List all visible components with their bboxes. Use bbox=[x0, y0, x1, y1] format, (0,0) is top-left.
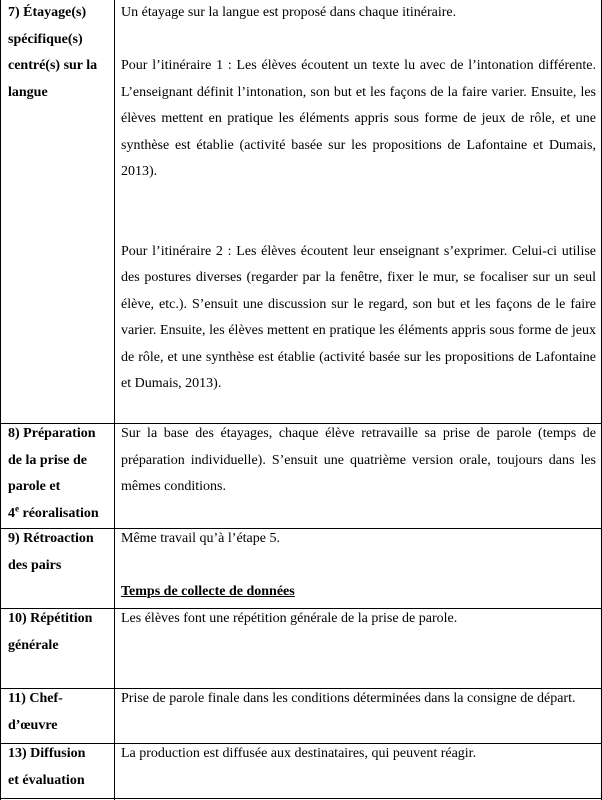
table-border-left bbox=[0, 0, 1, 800]
row-label-line bbox=[8, 606, 112, 633]
row-number: 9) bbox=[8, 531, 20, 546]
itinerary-2-paragraph: Pour l’itinéraire 2 : Les élèves écoutent leur enseignant s’exprimer. Celui-ci utilise des postures diverses (regarder par la fenêtre, fixer le mur, se focaliser sur un seul élève, etc.). S’ensuit une discussion sur le regard, son but et les façons de le faire varier. Ensuite, les élèves mettent en pratique les éléments appris sous forme de jeux de rôle, et une synthèse est établie (activité basée sur les propositions de Lafontaine et Dumais, 2013). bbox=[121, 243, 596, 391]
row-title: Préparation bbox=[23, 426, 96, 441]
row-title: Diffusion bbox=[30, 746, 86, 761]
row-label-10 bbox=[8, 606, 112, 659]
table-border-bottom bbox=[0, 798, 602, 799]
row-label-line bbox=[8, 741, 112, 768]
row-content-8 bbox=[121, 421, 596, 501]
row-number: 8) bbox=[8, 426, 20, 441]
itinerary-1-paragraph: Pour l’itinéraire 1 : Les élèves écoutent un texte lu avec de l’intonation différente. L’enseignant définit l’intonation, son but et les façons de la faire varier. Ensuite, les élèves mettent en pratique les éléments appris sous forme de jeux de rôle, et une synthèse est établie (activité basée sur les propositions de Lafontaine et Dumais, 2013). bbox=[121, 58, 596, 179]
row-label-line: de la prise de bbox=[8, 452, 87, 468]
row-label-line: centré(s) sur la bbox=[8, 58, 98, 73]
row-title: Répétition bbox=[30, 611, 93, 626]
row-label-11 bbox=[8, 686, 112, 739]
row-number: 13) bbox=[8, 746, 27, 761]
row-label-13 bbox=[8, 741, 112, 794]
row-content-9 bbox=[121, 526, 596, 606]
row-label-8 bbox=[8, 421, 112, 527]
column-divider bbox=[114, 0, 115, 800]
row-label-line: parole et bbox=[8, 479, 61, 494]
row-label-rest: réoralisation bbox=[19, 505, 99, 521]
row-content-13 bbox=[121, 741, 596, 768]
ordinal-suffix: e bbox=[15, 502, 19, 513]
row-label-line: langue bbox=[8, 84, 48, 100]
row-content-7 bbox=[121, 0, 596, 398]
row-number: 10) bbox=[8, 611, 27, 626]
row-description: Les élèves font une répétition générale de la prise de parole. bbox=[121, 611, 458, 626]
row-label-line bbox=[8, 526, 112, 553]
row-content-10 bbox=[121, 606, 596, 633]
row-description: La production est diffusée aux destinataires, qui peuvent réagir. bbox=[121, 746, 477, 761]
row-label-line: des pairs bbox=[8, 557, 62, 573]
row-label-7 bbox=[8, 0, 112, 106]
row-label-9 bbox=[8, 526, 112, 579]
ordinal-number: 4 bbox=[8, 505, 15, 521]
row-intro: Un étayage sur la langue est proposé dans chaque itinéraire. bbox=[121, 5, 457, 20]
row-label-line bbox=[8, 501, 112, 528]
row-label-line: générale bbox=[8, 637, 59, 653]
row-label-line: 7) Étayage(s) bbox=[8, 5, 87, 20]
row-label-line: et évaluation bbox=[8, 772, 85, 788]
row-label-line: d’œuvre bbox=[8, 717, 58, 733]
row-title: Rétroaction bbox=[23, 531, 94, 546]
row-description: Même travail qu’à l’étape 5. bbox=[121, 531, 280, 546]
row-content-11 bbox=[121, 686, 596, 713]
row-description: Prise de parole finale dans les conditions déterminées dans la consigne de départ. bbox=[121, 691, 576, 706]
row-label-line bbox=[8, 421, 112, 448]
data-collection-subheading: Temps de collecte de données bbox=[121, 584, 295, 599]
row-label-line: 11) Chef- bbox=[8, 691, 63, 706]
row-description: Sur la base des étayages, chaque élève retravaille sa prise de parole (temps de préparation individuelle). S’ensuit une quatrième version orale, toujours dans les mêmes conditions. bbox=[121, 426, 596, 494]
row-label-line: spécifique(s) bbox=[8, 31, 83, 47]
